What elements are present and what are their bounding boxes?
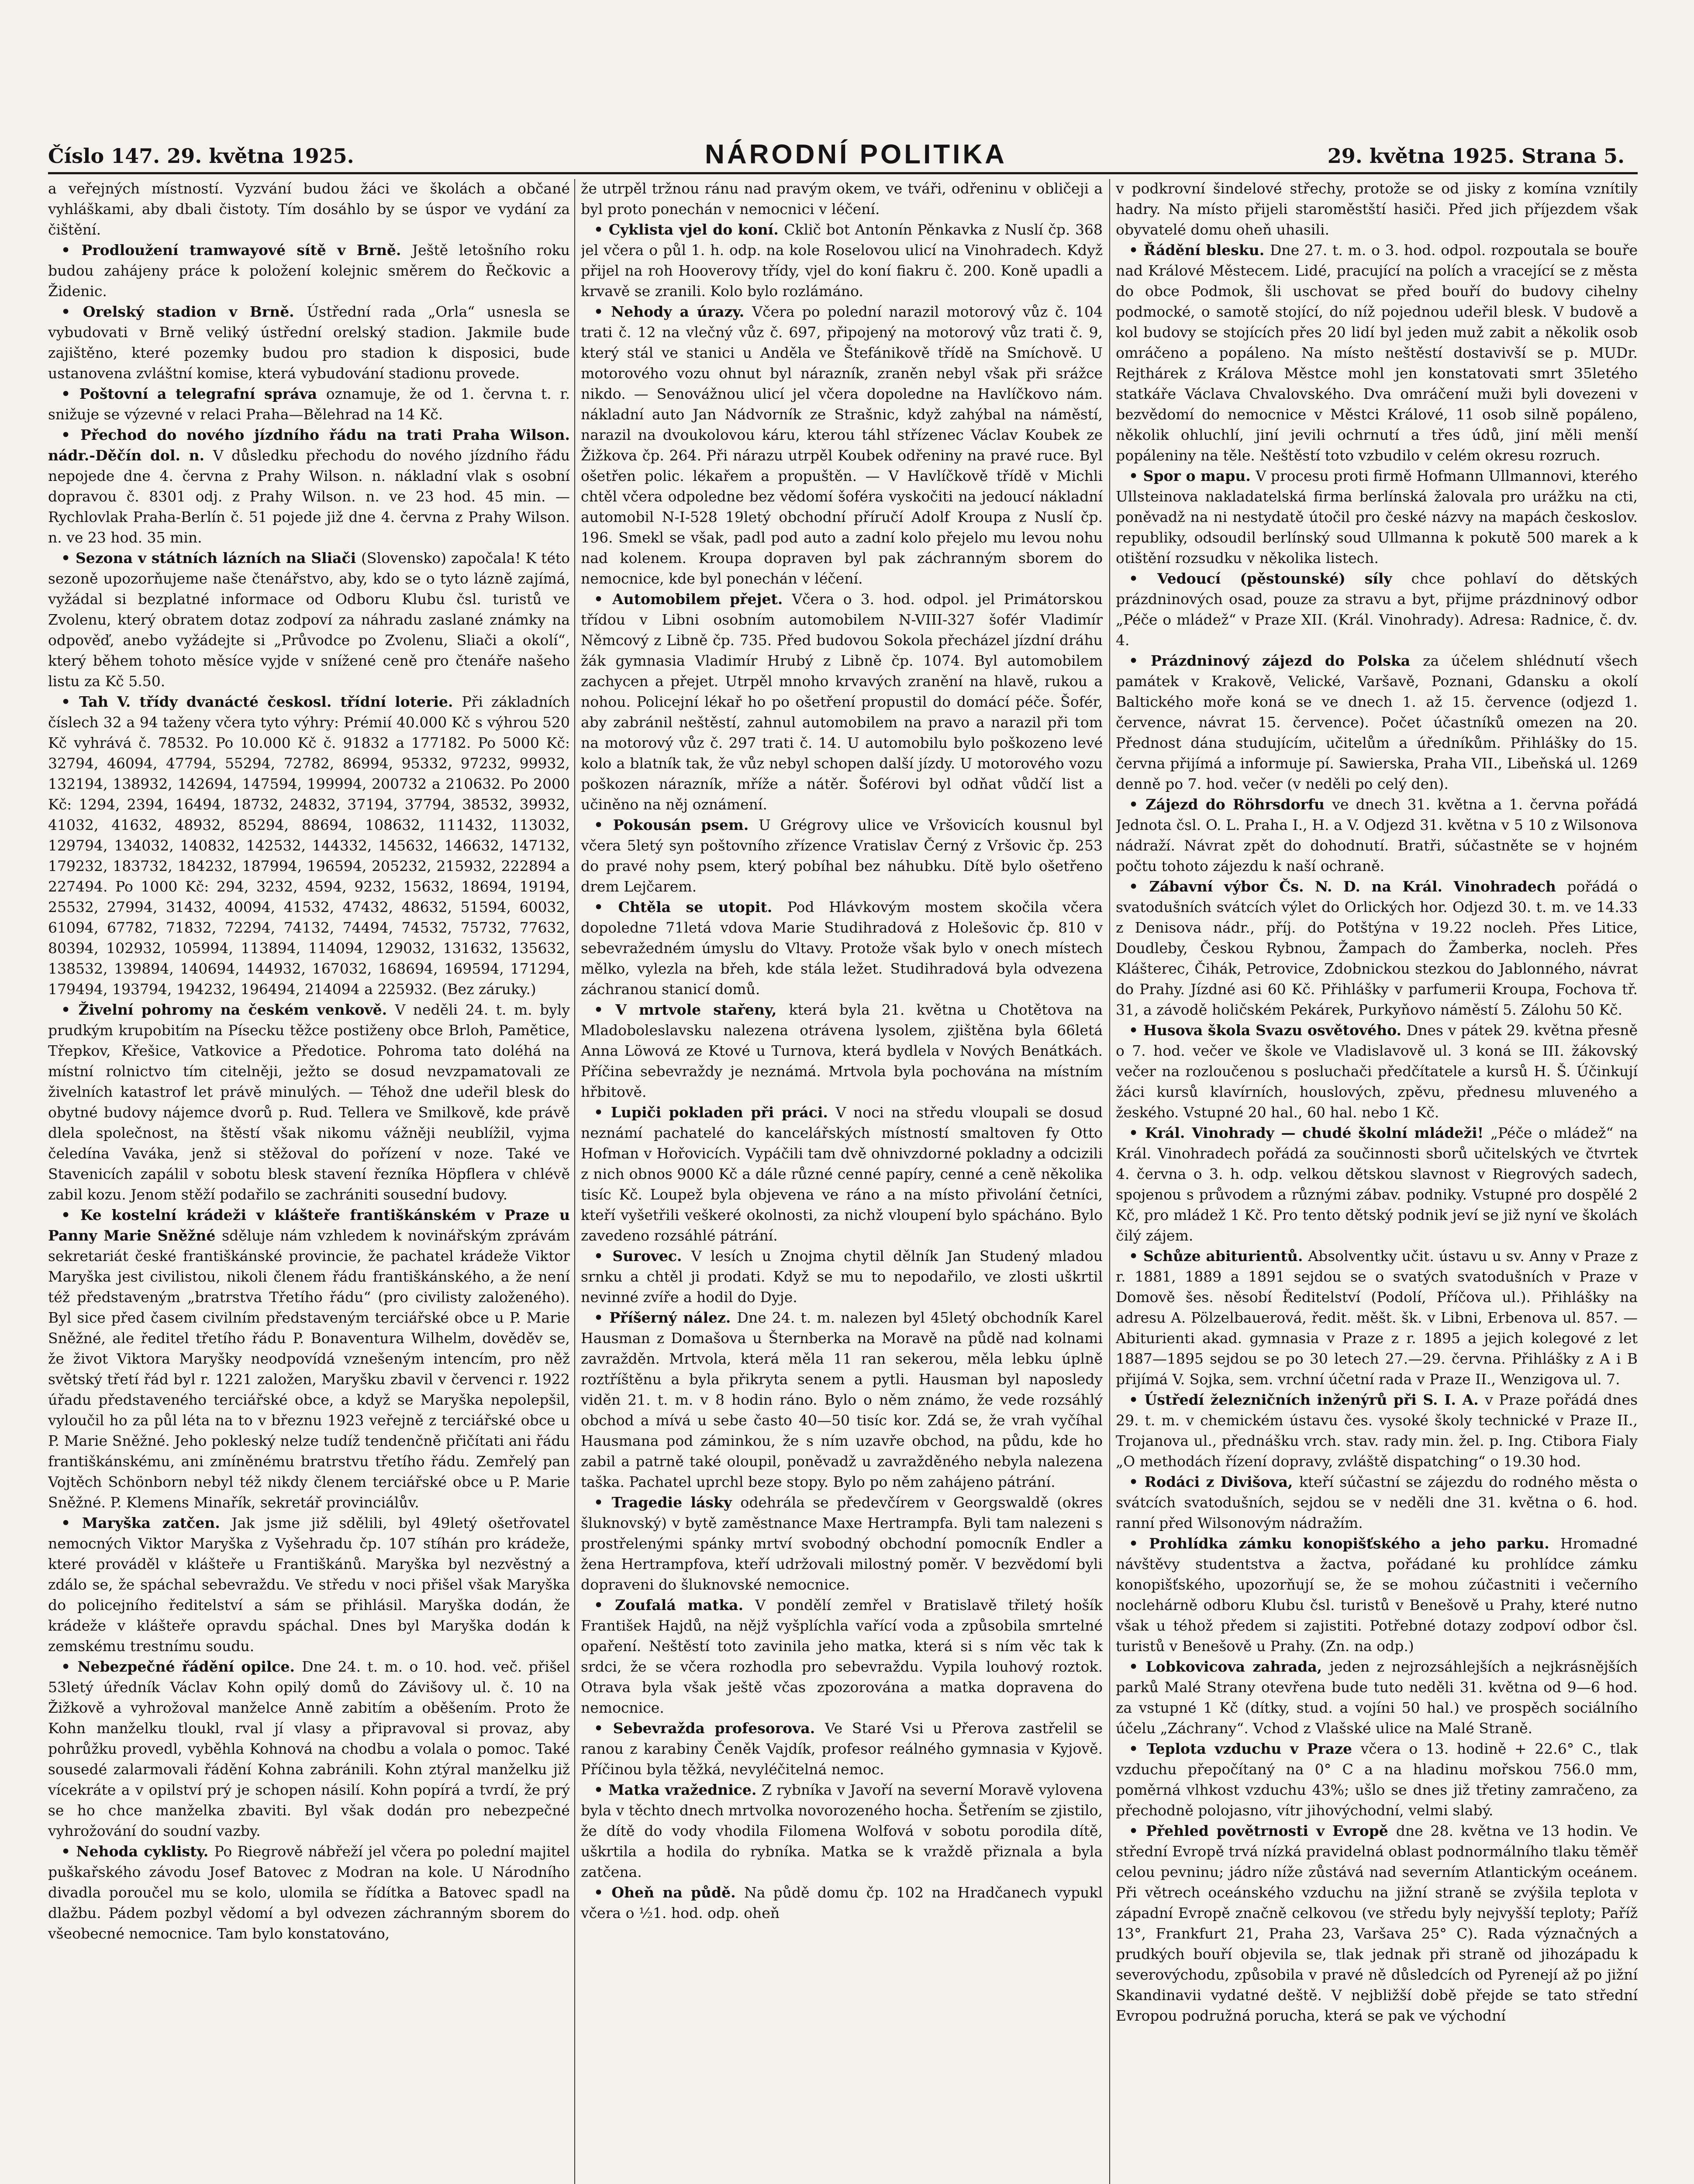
article-headline: • Prodloužení tramwayové sítě v Brně.	[61, 242, 412, 259]
article-body: chce pohlaví do dětských prázdninových osad, pouze za stravu a byt, přijme prázdninový odbor „Péče o mládež“ v Praze XII. (Král. Vinohrady). Adresa: Radnice, č. dv. 4.	[1116, 570, 1638, 649]
article-body: U Grégrovy ulice ve Vršovicích kousnul byl včera 5letý syn poštovního zřízence Vratislav Černý z Vršovic čp. 253 do pravé nohy psem, který pobíhal bez náhubku. Dítě bylo ošetřeno drem Lejčarem.	[581, 816, 1103, 895]
issue-number: Číslo 147. 29. května 1925.	[48, 144, 354, 168]
news-article	[1116, 1246, 1638, 1389]
article-body: za účelem shlédnutí všech památek v Krakově, Velické, Varšavě, Poznani, Gdansku a okolí Baltického moře koná se ve dnech 1. až 15. července (odjezd 1. července, návrat 15. července). Počet účastníků omezen na 20. Přednost dána studujícím, učitelům a úředníkům. Přihlášky do 15. června přijímá a informuje pí. Sawierska, Praha VII., Libeňská ul. 1269 denně po 7. hod. večer (v neděli po celý den).	[1116, 652, 1638, 792]
article-body: ve dnech 31. května a 1. června pořádá Jednota čsl. O. L. Praha I., H. a V. Odjezd 31. května v 5 10 z Wilsonova nádraží. Návrat zpět do dohodnutí. Bratři, súčastněte se v hojném počtu tohoto zájezdu k naší ochraně.	[1116, 796, 1638, 874]
article-headline: • Zábavní výbor Čs. N. D. na Král. Vinohradech	[1129, 878, 1567, 895]
article-headline: • Živelní pohromy na českém venkově.	[61, 1001, 395, 1018]
article-body: pořádá o svatodušních svátcích výlet do Orlických hor. Odjezd 30. t. m. ve 14.33 z Denisova nádr., příj. do Potštýna v 19.22 nocleh. Přes Litice, Doudleby, Českou Rybnou, Žampach do Žamberka, nocleh. Přes Klášterec, Čihák, Petrovice, Zdobnickou stezkou do Jablonného, návrat do Prahy. Jízdné asi 60 Kč. Přihlášky v parfumerii Kroupa, Fochova tř. 31, a závodě holičském Pekárek, Purkyňovo náměstí 5. Zálohu 50 Kč.	[1116, 878, 1638, 1018]
news-article	[1116, 568, 1638, 650]
article-headline: • Automobilem přejet.	[594, 591, 792, 608]
article-headline: • Maryška zatčen.	[61, 1514, 232, 1531]
article-body: Hromadné návštěvy studentstva a žactva, pořádané ku prohlídce zámku konopišťského, upozorňují se, že se mohou zúčastniti i večerního noclehárně odboru Klubu čsl. turistů v Benešově u Prahy, které nutno však u téhož předem si zajistiti. Potřebné dotazy zodpoví odbor čsl. turistů v Benešově u Prahy. (Zn. na odp.)	[1116, 1535, 1638, 1655]
news-article	[1116, 650, 1638, 794]
news-article	[1116, 1821, 1638, 2026]
column-divider	[1109, 179, 1110, 2184]
news-article	[581, 1102, 1103, 1246]
article-body: Dne 27. t. m. o 3. hod. odpol. rozpoutala se bouře nad Králové Městecem. Lidé, pracující na polích a vracející se z města do obce Podmok, šli uschovat se před bouří do budovy cihelny podmocké, o samotě stojící, do níž pojednou udeřil blesk. V budově a kol budovy se stojících přes 20 lidí byl jeden muž zabit a několik osob omráčeno a popáleno. Na místo neštěstí dostavivší se p. MUDr. Rejthárek z Králova Městce mohl jen konstatovati smrt 35letého statkáře Václava Chvalovského. Dva omráčení muži byli dovezeni v bezvědomí do nemocnice v Městci Králové, 11 osob silně popáleno, několik ohluchlí, jiní jevili ochrnutí a třes údů, jiní měli menší popáleniny na těle. Neštěstí toto vzbudilo v celém okresu rozruch.	[1116, 242, 1638, 464]
news-article	[1116, 1020, 1638, 1123]
article-headline: • Nehody a úrazy.	[594, 303, 752, 320]
article-body: V procesu proti firmě Hofmann Ullmannovi, kterého Ullsteinova nakladatelská firma berlínská žalovala pro urážku na cti, poněvadž na ni nestydatě útočil pro české názvy na mapách českoslov. republiky, odsoudil berlínský soud Ullmanna k pokutě 500 marek a k otištění rozsudku v několika listech.	[1116, 467, 1638, 567]
article-headline: • Sebevražda profesorova.	[594, 1720, 825, 1737]
article-body: Po Riegrově nábřeží jel včera po polední majitel puškařského závodu Josef Batovec z Modran na kole. U Národního divadla poroučel mu se kolo, ulomila se řídítka a Batovec spadl na dlažbu. Pádem pozbyl vědomí a byl odvezen záchranným sborem do všeobecné nemocnice. Tam bylo konstatováno,	[48, 1843, 570, 1942]
article-body: Cklič bot Antonín Pěnkavka z Nuslí čp. 368 jel včera o půl 1. h. odp. na kole Roselovou ulicí na Vinohradech. Když přijel na roh Hooverovy třídy, vjel do koní fiakru č. 200. Koně upadli a krvavě se zranili. Kolo bylo rozlámáno.	[581, 221, 1103, 300]
article-body: V lesích u Znojma chytil dělník Jan Studený mladou srnku a chtěl ji prodati. Když se mu to nepodařilo, ve zlosti uškrtil nevinné zvíře a hodil do Dyje.	[581, 1248, 1103, 1306]
article-body: Ještě letošního roku budou zahájeny práce k položení kolejnic směrem do Řečkovic a Židenic.	[48, 242, 570, 300]
article-body: že utrpěl tržnou ránu nad pravým okem, ve tváři, odřeninu v obličeji a byl proto ponechán v nemocnici v léčení.	[581, 180, 1103, 218]
article-body: dne 28. května ve 13 hodin. Ve střední Evropě trvá nízká pravidelná oblast podnormálního tlaku těměř celou pevninu; jádro níže zůstává nad severním Atlantickým oceánem. Při větrech oceánského vzduchu na jižní straně se zvýšila teplota v západní Evropě značně celkovou (ve středu byly nejvyšší teploty; Paříž 13°, Frankfurt 21, Praha 23, Varšava 25° C). Rada význačných a prudkých bouří objevila se, tlak jednak při straně od jihozápadu k severovýchodu, způsobila v pravé ně důsledcích od Pyrenejí až po jižní Skandinavii vydatné deště. V nejbližší době přejde se tato střední Evropou podružná porucha, která se pak ve východní	[1116, 1822, 1638, 2024]
article-body: V neděli 24. t. m. byly prudkým krupobitím na Písecku těžce postiženy obce Brloh, Pamětice, Třepkov, Křešice, Vatkovice a Předotice. Pohroma tato doléhá na místní rolnictvo tím citelněji, ježto se dosud nevzpamatovali ze živelních katastrof let právě minulých. — Téhož dne udeřil blesk do obytné budovy nájemce dvorů p. Rud. Tellera ve Smilkově, kde právě dlela společnost, na štěstí však nikomu vážněji neublížil, vyjma čeledína Vaváka, jenž si stěžoval do pořízení v noze. Také ve Stavenicích zapálil v sobotu blesk stavení řezníka Höpflera v chlévě zabil kozu. Jenom stěží podařilo se zachrániti sousední budovy.	[48, 1001, 570, 1203]
column-divider	[574, 179, 575, 2184]
news-article	[1116, 1656, 1638, 1738]
article-headline: • Přehled povětrnosti v Evropě	[1129, 1822, 1396, 1839]
article-headline: • Rodáci z Divišova,	[1129, 1473, 1299, 1490]
article-body: Z rybníka v Javoří na severní Moravě vylovena byla v těchto dnech mrtvolka novorozeného hocha. Šetřením se zjistilo, že dítě do vody vhodila Filomena Wolfová v sobotu porodila dítě, uškrtila a hodila do rybníka. Matka se k vraždě přiznala a byla zatčena.	[581, 1781, 1103, 1880]
column-2	[581, 178, 1103, 2184]
news-article	[581, 1492, 1103, 1595]
news-article	[1116, 794, 1638, 876]
news-article	[48, 384, 570, 425]
article-body: „Péče o mládež“ na Král. Vinohradech pořádá za součinnosti sborů učitelských ve čtvrtek 4. června o 3. h. odp. velkou dětskou slavnost v Riegrových sadech, spojenou s průvodem a různými zábav. podniky. Vstupné pro dospělé 2 Kč, pro mládež 1 Kč. Pro tento dětský podnik jeví se již nyní ve školách čilý zájem.	[1116, 1124, 1638, 1244]
article-headline: • Ke kostelní krádeži v klášteře františkánském v Praze u Panny Marie Sněžné	[48, 1206, 570, 1244]
news-article	[1116, 1389, 1638, 1472]
header-rule	[48, 172, 1638, 174]
news-article	[48, 548, 570, 691]
column-1	[48, 178, 570, 2184]
news-article	[48, 1656, 570, 1841]
article-headline: • Tragedie lásky	[594, 1494, 741, 1511]
article-headline: • Příšerný nález.	[594, 1309, 737, 1326]
article-headline: • Tah V. třídy dvanácté českosl. třídní loterie.	[61, 693, 462, 710]
article-body: která byla 21. května u Chotětova na Mladoboleslavsku nalezena otrávena lysolem, zjištěna byla 66letá Anna Löwová ze Ktové u Turnova, která bydlela v Nových Benátkách. Příčina sebevraždy je neznámá. Mrtvola byla pochována na místním hřbitově.	[581, 1001, 1103, 1100]
page-header	[48, 131, 1638, 170]
article-body: (Slovensko) započala! K této sezoně upozorňujeme naše čtenářstvo, aby, kdo se o tyto lázně zajímá, vyžádal si bezplatné informace od Odboru Klubu čsl. turistů ve Zvolenu, který obratem dotaz zodpoví za náhradu zaslané známky na odpověď, anebo vyžádejte si „Průvodce po Zvolenu, Sliači a okolí“, který během tohoto měsíce vyjde v snížené ceně pro čtenáře našeho listu za Kč 5.50.	[48, 549, 570, 690]
article-body: Včera po polední narazil motorový vůz č. 104 trati č. 12 na vlečný vůz č. 697, připojený na motorový vůz trati č. 9, který stál ve stanici u Anděla ve Štefánikově třídě na Smíchově. U motorového vozu ohnut byl nárazník, zraněn nebyl však při srážce nikdo. — Senovážnou ulicí jel včera dopoledne na Havlíčkovo nám. nákladní auto Jan Nádvorník ze Strašnic, když zahýbal na náměstí, narazil na dvoukolovou káru, kterou táhl střízenec Václav Koubek ze Žižkova čp. 264. Při nárazu utrpěl Koubek odřeniny na pravé ruce. Byl ošetřen polic. lékařem a propuštěn. — V Havlíčkově třídě v Michli chtěl včera odpoledne bez vědomí šoféra vyskočiti na jedoucí nákladní automobil N-I-528 19letý obchodní příručí Adolf Kroupa z Nuslí čp. 196. Smekl se však, padl pod auto a zadní kolo přejelo mu levou nohu nad kolenem. Kroupa dopraven byl pak záchranným sborem do nemocnice, kde byl ponechán v léčení.	[581, 303, 1103, 587]
news-article	[48, 425, 570, 548]
article-headline: • Orelský stadion v Brně.	[61, 303, 307, 320]
article-headline: • Prázdninový zájezd do Polska	[1129, 652, 1423, 669]
article-body: v Praze pořádá dnes 29. t. m. v chemickém ústavu čes. vysoké školy technické v Praze II., Trojanova ul., přednášku vrch. stav. rady min. žel. p. Ing. Ctibora Fialy „O methodách řízení dopravy, zvláště dispatching“ o 19.30 hod.	[1116, 1391, 1638, 1470]
masthead-title: NÁRODNÍ POLITIKA	[705, 139, 1007, 169]
article-body: Včera o 3. hod. odpol. jel Primátorskou třídou v Libni osobním automobilem N-VIII-327 šofér Vladimír Němcový z Libně čp. 735. Před budovou Sokola přecházel jízdní dráhu žák gymnasia Vladimír Hrubý z Libně čp. 1074. Byl automobilem zachycen a přejet. Utrpěl mnoho krvavých zranění na hlavě, rukou a nohou. Policejní lékař ho po ošetření propustil do domácí péče. Šofér, aby zabránil neštěstí, zahnul automobilem na pravo a narazil při tom na motorový vůz č. 297 trati č. 14. U automobilu bylo poškozeno levé kolo a blatník tak, že vůz nebyl schopen další jízdy. U motorového vozu poškozen nárazník, mříže a nátěr. Šoférovi byl odňat vůdčí list a učiněno na něj oznámení.	[581, 591, 1103, 813]
article-headline: • Prohlídka zámku konopišťského a jeho parku.	[1129, 1535, 1560, 1552]
article-body: Při základních číslech 32 a 94 taženy včera tyto výhry: Prémií 40.000 Kč s výhrou 520 Kč vyhrává č. 78532. Po 10.000 Kč č. 91832 a 177182. Po 5000 Kč: 32794, 46094, 47794, 55294, 72782, 86994, 95332, 97232, 99932, 132194, 138932, 142694, 147594, 199994, 200732 a 210632. Po 2000 Kč: 1294, 2394, 16494, 18732, 24832, 37194, 37794, 38532, 39932, 41032, 41632, 48932, 85294, 88694, 108632, 111432, 113032, 129794, 134032, 140832, 142532, 144332, 145632, 146632, 147132, 179232, 183732, 184232, 187994, 196594, 205232, 215932, 222894 a 227494. Po 1000 Kč: 294, 3232, 4594, 9232, 15632, 18694, 19194, 25532, 27994, 31432, 40094, 41532, 47432, 48632, 51594, 60032, 61094, 67782, 71832, 72294, 74132, 74494, 74532, 75732, 77632, 80394, 102932, 105994, 113894, 114094, 129032, 131632, 135632, 138532, 139894, 140694, 144932, 167032, 168694, 169594, 171294, 179494, 193794, 194232, 196494, 214094 a 225932. (Bez záruky.)	[48, 693, 570, 998]
article-headline: • Matka vražednice.	[594, 1781, 762, 1798]
article-body: v podkrovní šindelové střechy, protože se od jisky z komína vznítily hadry. Na místo přijeli staroměstští hasiči. Před jich příjezdem však obyvatelé domu oheň uhasili.	[1116, 180, 1638, 238]
news-article	[1116, 876, 1638, 1020]
article-headline: • Cyklista vjel do koní.	[594, 221, 784, 238]
article-headline: • Lupiči pokladen při práci.	[594, 1104, 836, 1121]
article-body: Na půdě domu čp. 102 na Hradčanech vypukl včera o ½1. hod. odp. oheň	[581, 1884, 1103, 1921]
article-headline: • Nehoda cyklisty.	[61, 1843, 214, 1860]
news-article	[581, 1780, 1103, 1882]
article-headline: • Spor o mapu.	[1129, 467, 1256, 484]
date-and-page: 29. května 1925. Strana 5.	[1327, 144, 1625, 168]
news-article	[48, 178, 570, 240]
news-article	[581, 897, 1103, 999]
news-article	[581, 1246, 1103, 1307]
article-body: a veřejných místností. Vyzvání budou žáci ve školách a občané vyhláškami, aby dbali čistoty. Tím dosáhlo by se úspor ve vydání za čištění.	[48, 180, 570, 238]
news-article	[48, 1513, 570, 1656]
article-headline: • Zájezd do Röhrsdorfu	[1129, 796, 1332, 813]
article-body: Dne 24. t. m. o 10. hod. več. přišel 53letý úředník Václav Kohn opilý domů do Závišovy ul. č. 10 na Žižkově a vyhrožoval manželce Anně zabitím a oběšením. Proto že Kohn manželku tloukl, rval jí vlasy a připravoval si provaz, aby pohrůžku provedl, vyběhla Kohnová na chodbu a volala o pomoc. Také sousedé zalarmovali řádění Kohna zabránili. Kohn ztýral manželku již vícekráte a v opilství prý je schopen násilí. Kohn popírá a tvrdí, že prý se ho chce manželka zbaviti. Byl však dodán pro nebezpečné vyhrožování do soudní vazby.	[48, 1658, 570, 1839]
news-article	[581, 815, 1103, 897]
article-body: Ústřední rada „Orla“ usnesla se vybudovati v Brně veliký ústřední orelský stadion. Jakmile bude zajištěno, které pozemky budou pro stadion k disposici, bude ustanovena zvláštní komise, která vybudování stadionu provede.	[48, 303, 570, 382]
news-article	[1116, 1123, 1638, 1246]
news-article	[581, 219, 1103, 301]
article-body: sděluje nám vzhledem k novinářským zprávám sekretariát české františkánské provincie, že pachatel krádeže Viktor Maryška jest civilistou, nikoli členem řádu františkánského, a že není též představeným „bratrstva Třetího řádu“ (pro civilisty založeného). Byl sice před časem civilním představeným terciářské obce u P. Marie Sněžné, ale ředitel třetího řádu P. Bonaventura Wilhelm, dověděv se, že život Viktora Maryšky neodpovídá vznešeným intencím, pro něž světský třetí řád byl r. 1221 založen, Maryšku zbavil v červenci r. 1922 úřadu představeného terciářské obce, a když se Maryška nepolepšil, vyloučil ho za půl léta na to v březnu 1923 veřejně z terciářské obce u P. Marie Sněžné. Jeho pokleský nelze tudíž tendenčně přičítati ani řádu františkánskému, ani zmíněnému bratrstvu třetího řádu. Zemřelý pan Vojtěch Schönborn nebyl též nikdy členem terciářské obce u P. Marie Sněžné. P. Klemens Minařík, sekretář provinciálův.	[48, 1227, 570, 1511]
news-article	[1116, 1738, 1638, 1821]
news-article	[48, 1205, 570, 1513]
article-headline: • Chtěla se utopit.	[594, 898, 787, 916]
article-headline: • Teplota vzduchu v Praze	[1129, 1740, 1361, 1757]
article-body: Jak jsme již sdělili, byl 49letý ošetřovatel nemocných Viktor Maryška z Vyšehradu čp. 107 stíhán pro krádeže, které prováděl v klášteře u Františkánů. Maryška byl nezvěstný a zdálo se, že spáchal sebevraždu. Ve středu v noci přišel však Maryška do policejního ředitelství a sám se přihlásil. Maryška dodán, že krádeže v klášteře opravdu spáchal. Dnes byl Maryška dodán k zemskému trestnímu soudu.	[48, 1514, 570, 1655]
news-article	[581, 1595, 1103, 1718]
news-article	[1116, 466, 1638, 568]
news-article	[48, 240, 570, 301]
article-headline: • Zoufalá matka.	[594, 1597, 756, 1614]
news-article	[581, 301, 1103, 589]
article-headline: • Surovec.	[594, 1248, 691, 1265]
news-article	[1116, 240, 1638, 466]
news-article	[1116, 1533, 1638, 1656]
article-body: V pondělí zemřel v Bratislavě třiletý hošík František Hajdů, na nějž vyšplíchla vařící voda a způsobila smrtelné opaření. Neštěstí toto zavinila jeho matka, která si s ním věc tak k srdci, že se včera rozhodla pro sebevraždu. Vypila louhový roztok. Otrava byla však ještě včas zpozorována a matka dopravena do nemocnice.	[581, 1597, 1103, 1716]
news-article	[581, 1307, 1103, 1492]
article-headline: • Schůze abiturientů.	[1129, 1248, 1308, 1265]
news-article	[581, 1718, 1103, 1780]
news-article	[581, 178, 1103, 219]
news-article	[581, 589, 1103, 815]
article-headline: • Pokousán psem.	[594, 816, 759, 833]
article-headline: • Řádění blesku.	[1129, 242, 1270, 259]
article-headline: • Nebezpečné řádění opilce.	[61, 1658, 302, 1675]
article-body: Absolventky učit. ústavu u sv. Anny v Praze z r. 1881, 1889 a 1891 sejdou se o svatých svatodušních v Praze v Domově šes. něsobí Ředitelství (Podolí, Příčova ul.). Přihlášky na adresu A. Pölzelbauerová, ředit. měšt. šk. v Libni, Erbenova ul. 857. — Abiturienti akad. gymnasia v Praze z r. 1895 a jejich kolegové z let 1887—1895 sejdou se po 30 letech 27.—29. června. Přihlášky z A i B přijímá V. Sojka, sem. vrchní účetní rada v Praze II., Wenzigova ul. 7.	[1116, 1248, 1638, 1388]
article-body: jeden z nejrozsáhlejších a nejkrásnějších parků Malé Strany otevřena bude tuto neděli 31. května od 9—6 hod. za vstupné 1 Kč (dítky, stud. a vojíni 50 hal.) ve prospěch sociálního účelu „Záchrany“. Vchod z Vlašské ulice na Malé Straně.	[1116, 1658, 1638, 1737]
article-body: Ve Staré Vsi u Přerova zastřelil se ranou z karabiny Čeněk Vajdík, profesor reálného gymnasia v Kyjově. Příčinou byla těžká, nevyléčitelná nemoc.	[581, 1720, 1103, 1778]
article-body: V noci na středu vloupali se dosud neznámí pachatelé do kancelářských místností smaltoven fy Otto Hofman v Hořovicích. Vypáčili tam dvě ohnivzdorné pokladny a odcizili z nich obnos 9000 Kč a dále různé cenné papíry, cenné a ceně několika tisíc Kč. Loupež byla objevena ve ráno a na místo přivolání četníci, kteří vyšetřili veškeré okolnosti, za nichž vloupení bylo spácháno. Bylo zavedeno rozsáhlé pátrání.	[581, 1104, 1103, 1244]
news-article	[48, 301, 570, 384]
article-headline: • Poštovní a telegrafní správa	[61, 385, 326, 402]
article-body: oznamuje, že od 1. června t. r. snižuje se výzevné v relaci Praha—Bělehrad na 14 Kč.	[48, 385, 570, 423]
article-body: V důsledku přechodu do nového jízdního řádu nepojede dne 4. června z Prahy Wilson. n. nákladní vlak s osobní dopravou č. 8301 odj. z Prahy Wilson. n. ve 23 hod. 45 min. — Rychlovlak Praha-Berlín č. 51 pojede již dne 4. června z Prahy Wilson. n. ve 23 hod. 35 min.	[48, 447, 570, 546]
article-headline: • Vedoucí (pěstounské) síly	[1129, 570, 1411, 587]
article-body: Dnes v pátek 29. května přesně o 7. hod. večer ve škole ve Vladislavově ul. 3 koná se III. žákovský večer na rozloučenou s posluchači předčítatele a kursů H. Š. Účinkují žáci kursů klavírních, houslových, zpěvu, přednesu mluveného a žeského. Vstupné 20 hal., 60 hal. nebo 1 Kč.	[1116, 1022, 1638, 1121]
article-body: Pod Hlávkovým mostem skočila včera dopoledne 71letá vdova Marie Studihradová z Holešovic čp. 810 v sebevražedném úmyslu do Vltavy. Protože však bylo v onech místech mělko, vylezla na břeh, kde stála ležet. Studihradová byla odvezena záchranou stanicí domů.	[581, 898, 1103, 998]
article-headline: • Husova škola Svazu osvětového.	[1129, 1022, 1407, 1039]
article-body: kteří súčastní se zájezdu do rodného města o svátcích svatodušních, sejdou se v neděli dne 31. května o 6. hod. ranní před Wilsonovým nádražím.	[1116, 1473, 1638, 1531]
article-headline: • Král. Vinohrady — chudé školní mládeži!	[1129, 1124, 1491, 1141]
column-3	[1116, 178, 1638, 2184]
news-article	[581, 1882, 1103, 1923]
news-article	[1116, 1472, 1638, 1533]
article-headline: • Ústředí železničních inženýrů při S. I. A.	[1129, 1391, 1485, 1408]
article-headline: • Lobkovicova zahrada,	[1129, 1658, 1330, 1675]
article-body: odehrála se předevčírem v Georgswaldě (okres šluknovský) v bytě zaměstnance Maxe Hertrampfa. Byli tam nalezeni s prostřelenými spánky mrtví svobodný obchodní pomocník Endler a žena Hertrampfova, kteří udržovali milostný poměr. V bezvědomí byli dopraveni do šluknovské nemocnice.	[581, 1494, 1103, 1593]
news-article	[581, 999, 1103, 1102]
article-headline: • V mrtvole stařeny,	[594, 1001, 789, 1018]
news-article	[48, 999, 570, 1205]
article-headline: • Oheň na půdě.	[594, 1884, 744, 1901]
article-body: včera o 13. hodině + 22.6° C., tlak vzduchu přepočítaný na 0° C a na hladinu mořskou 756.0 mm, poměrná vlhkost vzduchu 43%; ušlo se dnes již třetiny zamračeno, za přechodně polojasno, vítr jihovýchodní, velmi slabý.	[1116, 1740, 1638, 1819]
news-article	[48, 691, 570, 999]
article-headline: • Sezona v státních lázních na Sliači	[61, 549, 362, 567]
news-article	[1116, 178, 1638, 240]
article-body: Dne 24. t. m. nalezen byl 45letý obchodník Karel Hausman z Domašova u Šternberka na Moravě na půdě nad kolnami zavražděn. Mrtvola, která měla 11 ran sekerou, měla lebku úplně roztříštěnu a byla přikryta senem a pytli. Hausman byl naposledy viděn 21. t. m. v 8 hodin ráno. Bylo o něm známo, že vede rozsáhlý obchod a mívá u sebe často 40—50 tisíc kor. Zdá se, že vrah vyčíhal Hausmana pod záminkou, že s ním uzavře obchod, na půdu, kde ho zabil a patrně také oloupil, poněvadž u zavražděného nebyla nalezena taška. Pachatel uprchl beze stopy. Bylo po něm zahájeno pátrání.	[581, 1309, 1103, 1490]
news-article	[48, 1841, 570, 1944]
article-headline: • Přechod do nového jízdního řádu na trati Praha Wilson. nádr.-Děčín dol. n.	[48, 426, 570, 464]
